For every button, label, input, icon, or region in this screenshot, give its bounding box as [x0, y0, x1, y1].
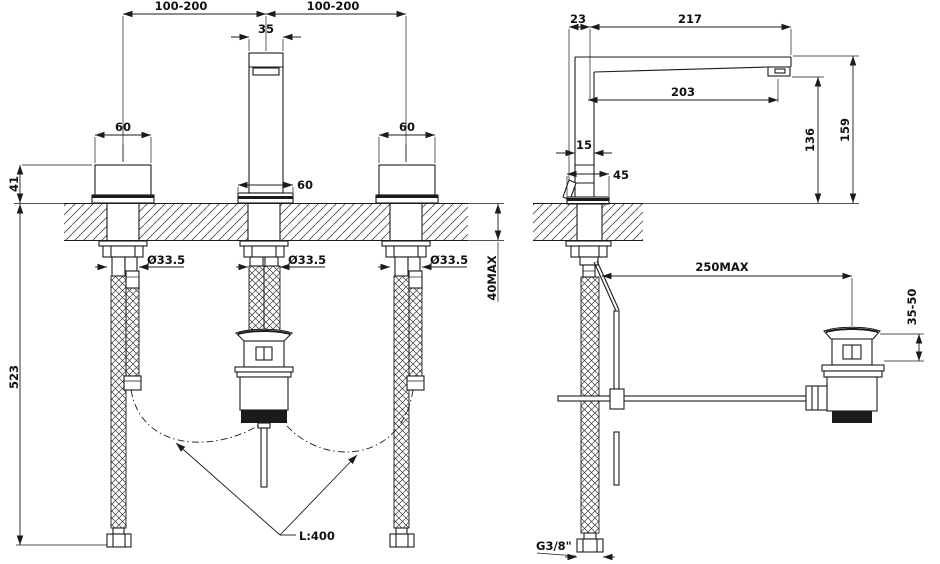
counter-side — [533, 204, 859, 241]
dim-body-depth-label: 15 — [575, 138, 593, 152]
dim-supply-length-label: 523 — [7, 364, 21, 390]
handle-right — [376, 144, 438, 203]
waste-thread-front — [241, 410, 287, 423]
dim-thread-label: G3/8" — [536, 539, 572, 553]
dim-hole-center-label: Ø33.5 — [288, 253, 327, 267]
dim-cable-length-label: L:400 — [299, 529, 335, 543]
dim-deck-max — [485, 204, 499, 302]
dim-deck-range-label: 35-50 — [905, 288, 919, 326]
spout-front — [238, 53, 293, 203]
dim-total-height-label: 159 — [838, 117, 852, 143]
side-view — [533, 12, 924, 557]
dim-spout-width-label: 35 — [257, 22, 275, 36]
dim-rod-max-label: 250MAX — [695, 260, 749, 274]
dim-hole-right-label: Ø33.5 — [430, 253, 469, 267]
supply-hose-side — [581, 277, 599, 533]
supply-hose-center-2 — [264, 266, 280, 331]
counter-front — [14, 204, 504, 241]
dim-aerator-height-label: 136 — [803, 127, 817, 153]
valve-assembly-left — [99, 241, 147, 547]
dim-hole-left-label: Ø33.5 — [147, 253, 186, 267]
dim-span-right: 100-200 — [306, 0, 360, 13]
dim-back-offset — [569, 12, 593, 196]
spout-side — [563, 57, 791, 204]
dim-spout-base-label: 60 — [297, 178, 314, 192]
dim-base-depth — [567, 168, 629, 196]
rod-connector — [806, 386, 827, 410]
dim-handle-height — [7, 165, 92, 203]
popup-waste-front — [235, 329, 293, 487]
valve-assembly-center — [240, 241, 288, 331]
horizontal-rod — [558, 396, 806, 401]
dim-base-depth-label: 45 — [613, 168, 630, 182]
popup-rod-front — [261, 428, 267, 487]
dim-body-depth — [556, 138, 612, 153]
handle-left — [92, 144, 154, 203]
dim-handle-right — [379, 120, 435, 163]
supply-hose-left — [111, 276, 126, 528]
dim-handle-left-label: 60 — [114, 120, 132, 134]
supply-hose-right — [394, 276, 409, 528]
dim-handle-right-label: 60 — [398, 120, 416, 134]
supply-hose-center-1 — [249, 266, 264, 331]
dim-deck-max-label: 40MAX — [485, 255, 499, 301]
dim-reach-label: 217 — [677, 12, 703, 26]
front-view — [7, 0, 504, 547]
dim-deck-range — [880, 289, 924, 361]
cable-hose-left — [126, 288, 139, 376]
dim-handle-height-label: 41 — [7, 175, 21, 193]
popup-waste-side — [806, 327, 884, 423]
aerator-front — [253, 68, 279, 75]
waste-thread-side — [832, 411, 872, 423]
dim-aerator-reach-label: 203 — [670, 85, 696, 99]
cable-hose-right — [409, 288, 422, 376]
dim-supply-length — [7, 204, 108, 545]
dim-reach — [590, 12, 791, 55]
valve-assembly-right — [382, 241, 430, 547]
dim-aerator-height — [792, 77, 824, 203]
dim-span-left: 100-200 — [154, 0, 208, 13]
dim-rod-max — [602, 260, 852, 326]
dim-back-offset-label: 23 — [569, 12, 587, 26]
dim-aerator-reach — [588, 79, 778, 102]
